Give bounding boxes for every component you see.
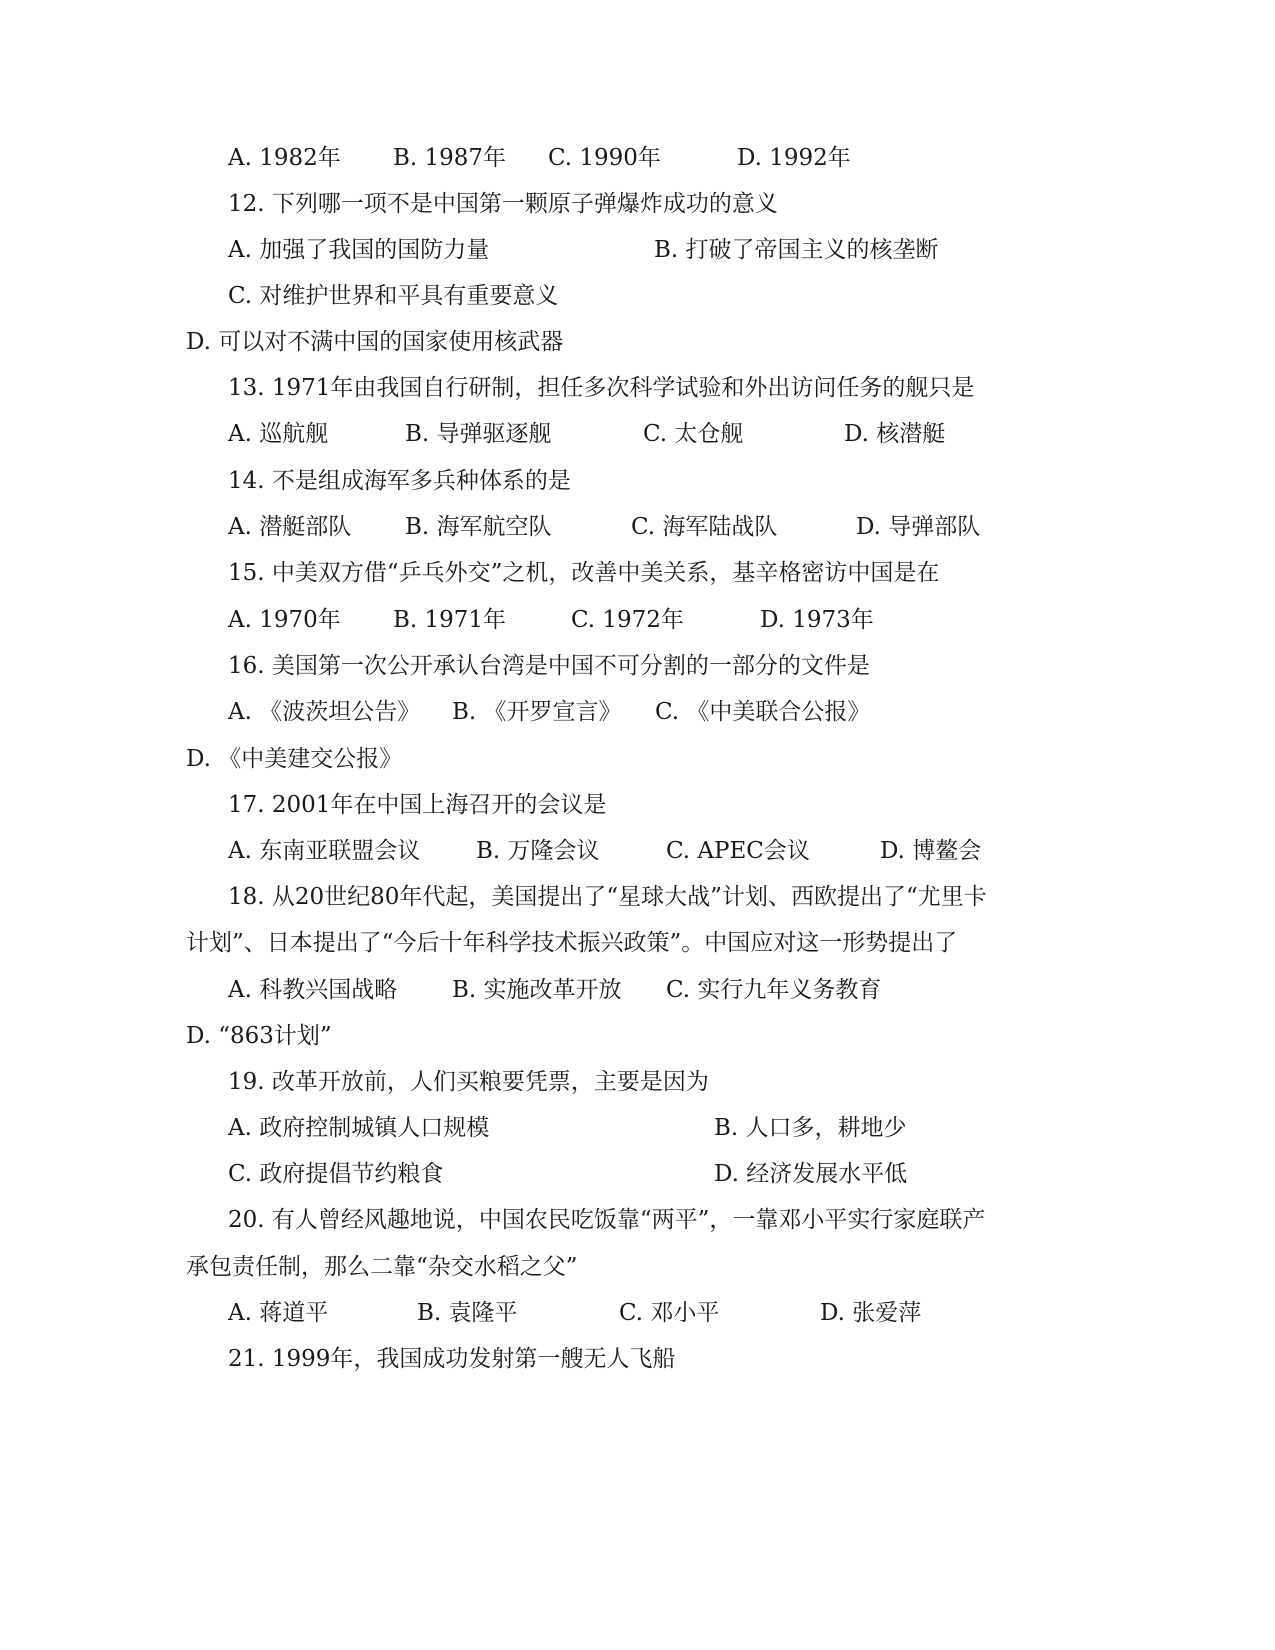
option-d: D. 导弹部队 <box>856 514 981 540</box>
option-c: C. 政府提倡节约粮食 <box>228 1161 444 1187</box>
question-19: 19. 改革开放前，人们买粮要凭票，主要是因为 <box>228 1069 709 1095</box>
question-16: 16. 美国第一次公开承认台湾是中国不可分割的一部分的文件是 <box>228 653 870 679</box>
option-d: D. 1973年 <box>760 607 874 633</box>
option-d: D. 张爱萍 <box>820 1300 922 1326</box>
option-a: A. 潜艇部队 <box>228 514 352 540</box>
option-d: D. 经济发展水平低 <box>714 1161 908 1187</box>
option-c: C. 实行九年义务教育 <box>666 977 882 1003</box>
option-a: A. 1970年 <box>228 607 341 633</box>
option-a: A. 《波茨坦公告》 <box>228 699 421 725</box>
option-c: C. 1972年 <box>571 607 684 633</box>
option-a: A. 科教兴国战略 <box>228 977 398 1003</box>
option-d: D. 可以对不满中国的国家使用核武器 <box>186 329 564 355</box>
question-13: 13. 1971年由我国自行研制，担任多次科学试验和外出访问任务的舰只是 <box>228 375 975 401</box>
question-20-continued: 承包责任制，那么二靠“杂交水稻之父” <box>186 1254 578 1280</box>
option-d: D. 核潜艇 <box>844 421 946 447</box>
option-c: C. 《中美联合公报》 <box>655 699 871 725</box>
option-b: B. 袁隆平 <box>417 1300 518 1326</box>
option-b: B. 1987年 <box>393 145 507 171</box>
question-17: 17. 2001年在中国上海召开的会议是 <box>228 792 607 818</box>
option-a: A. 蒋道平 <box>228 1300 329 1326</box>
option-d: D. 1992年 <box>737 145 851 171</box>
option-d: D. “863计划” <box>186 1023 332 1049</box>
option-c: C. 邓小平 <box>619 1300 720 1326</box>
option-a: A. 巡航舰 <box>228 421 329 447</box>
option-a: A. 1982年 <box>228 145 341 171</box>
option-d: D. 博鳌会 <box>880 838 982 864</box>
option-a: A. 东南亚联盟会议 <box>228 838 421 864</box>
option-c: C. 1990年 <box>548 145 661 171</box>
option-c: C. 对维护世界和平具有重要意义 <box>228 283 559 309</box>
option-c: C. 海军陆战队 <box>631 514 778 540</box>
option-b: B. 打破了帝国主义的核垄断 <box>654 237 939 263</box>
option-b: B. 《开罗宣言》 <box>452 699 622 725</box>
option-a: A. 加强了我国的国防力量 <box>228 237 490 263</box>
question-14: 14. 不是组成海军多兵种体系的是 <box>228 468 571 494</box>
option-b: B. 实施改革开放 <box>452 977 622 1003</box>
question-21: 21. 1999年，我国成功发射第一艘无人飞船 <box>228 1346 676 1372</box>
option-c: C. APEC会议 <box>666 838 810 864</box>
option-c: C. 太仓舰 <box>643 421 744 447</box>
option-b: B. 人口多，耕地少 <box>714 1115 907 1141</box>
option-a: A. 政府控制城镇人口规模 <box>228 1115 490 1141</box>
question-18: 18. 从20世纪80年代起，美国提出了“星球大战”计划、西欧提出了“尤里卡 <box>228 884 987 910</box>
question-15: 15. 中美双方借“乒乓外交”之机，改善中美关系，基辛格密访中国是在 <box>228 560 940 586</box>
option-d: D. 《中美建交公报》 <box>186 746 403 772</box>
option-b: B. 海军航空队 <box>405 514 552 540</box>
option-b: B. 导弹驱逐舰 <box>405 421 552 447</box>
option-b: B. 1971年 <box>393 607 507 633</box>
option-b: B. 万隆会议 <box>476 838 600 864</box>
question-18-continued: 计划”、日本提出了“今后十年科学技术振兴政策”。中国应对这一形势提出了 <box>186 930 958 956</box>
question-20: 20. 有人曾经风趣地说，中国农民吃饭靠“两平”，一靠邓小平实行家庭联产 <box>228 1207 986 1233</box>
question-12: 12. 下列哪一项不是中国第一颗原子弹爆炸成功的意义 <box>228 191 778 217</box>
